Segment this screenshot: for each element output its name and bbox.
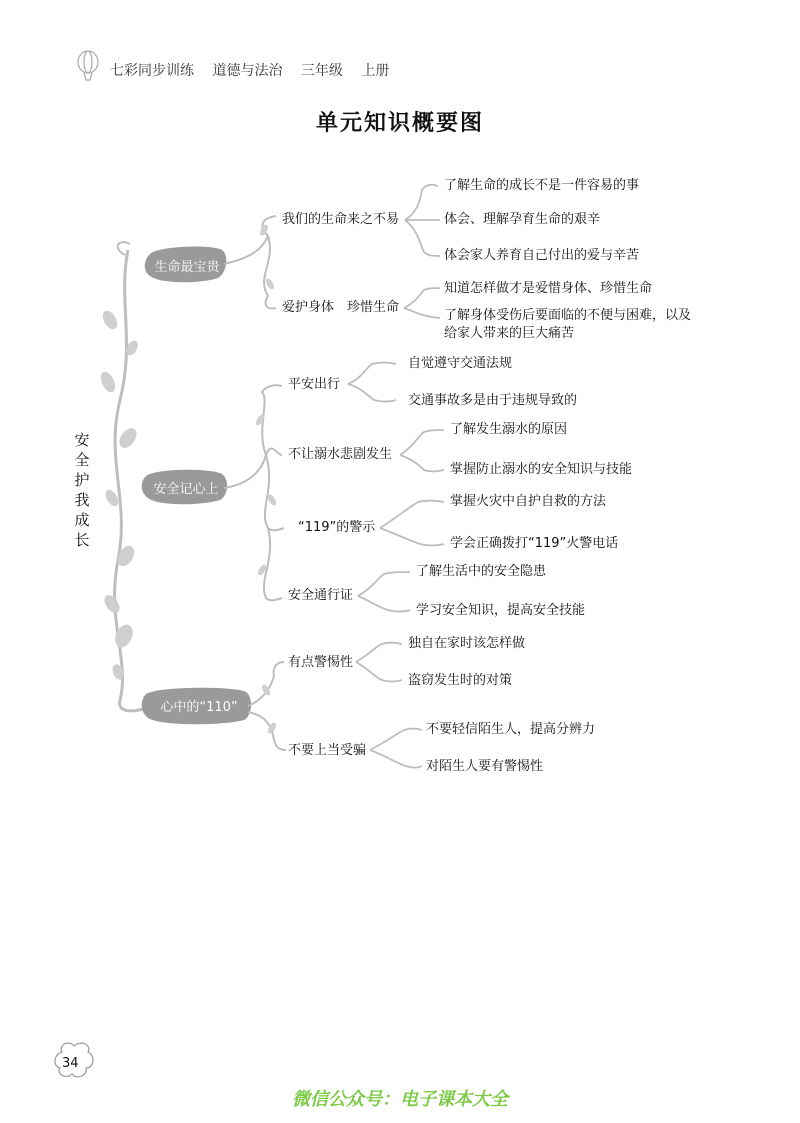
leaf-node: 对陌生人要有警惕性 [426, 759, 544, 774]
page-title: 单元知识概要图 [315, 110, 484, 136]
header-series: 七彩同步训练 [110, 63, 194, 79]
leaf-node: 交通事故多是由于违规导致的 [408, 393, 578, 408]
branch-2-label: 安全记心上 [153, 482, 219, 497]
leaf-node: 掌握火灾中自护自救的方法 [450, 494, 607, 509]
leaf-node: 给家人带来的巨大痛苦 [444, 326, 575, 341]
leaf-node: 知道怎样做才是爱惜身体、珍惜生命 [444, 281, 653, 296]
sub-node: “119”的警示 [298, 520, 376, 535]
header-volume: 上册 [361, 63, 390, 79]
sub-node: 不让溺水悲剧发生 [288, 447, 393, 462]
leaf-node: 不要轻信陌生人，提高分辨力 [426, 722, 596, 737]
sub-node: 爱护身体 珍惜生命 [282, 300, 400, 315]
page-number: 34 [62, 1056, 79, 1071]
root-node: 安全护我成长 [74, 431, 90, 549]
leaf-node: 独自在家时该怎样做 [408, 636, 526, 651]
branch-3-label: 心中的“110” [160, 700, 238, 715]
page-header [110, 60, 403, 80]
leaf-node: 了解生命的成长不是一件容易的事 [444, 178, 640, 193]
leaf-node: 体会家人养育自己付出的爱与辛苦 [444, 248, 640, 263]
footer-watermark: 微信公众号：电子课本大全 [292, 1089, 508, 1110]
leaf-node: 学习安全知识，提高安全技能 [416, 603, 586, 618]
balloon-icon [78, 51, 98, 80]
leaf-node: 自觉遵守交通法规 [408, 356, 513, 371]
leaf-node: 了解生活中的安全隐患 [416, 564, 547, 579]
sub-node: 有点警惕性 [288, 655, 354, 670]
sub-node: 不要上当受骗 [288, 743, 367, 758]
leaf-node: 了解发生溺水的原因 [450, 422, 568, 437]
branch-1-label: 生命最宝贵 [154, 260, 220, 275]
leaf-node: 盗窃发生时的对策 [408, 673, 513, 688]
leaf-node: 学会正确拨打“119”火警电话 [450, 536, 619, 551]
leaf-node: 体会、理解孕育生命的艰辛 [444, 212, 601, 227]
header-subject: 道德与法治 [212, 63, 283, 79]
sub-node: 平安出行 [288, 377, 341, 392]
header-grade: 三年级 [300, 63, 343, 79]
leaf-node: 了解身体受伤后要面临的不便与困难，以及 [444, 308, 692, 323]
leaf-node: 掌握防止溺水的安全知识与技能 [450, 462, 633, 477]
sub-node: 我们的生命来之不易 [282, 212, 400, 227]
sub-node: 安全通行证 [288, 588, 354, 603]
